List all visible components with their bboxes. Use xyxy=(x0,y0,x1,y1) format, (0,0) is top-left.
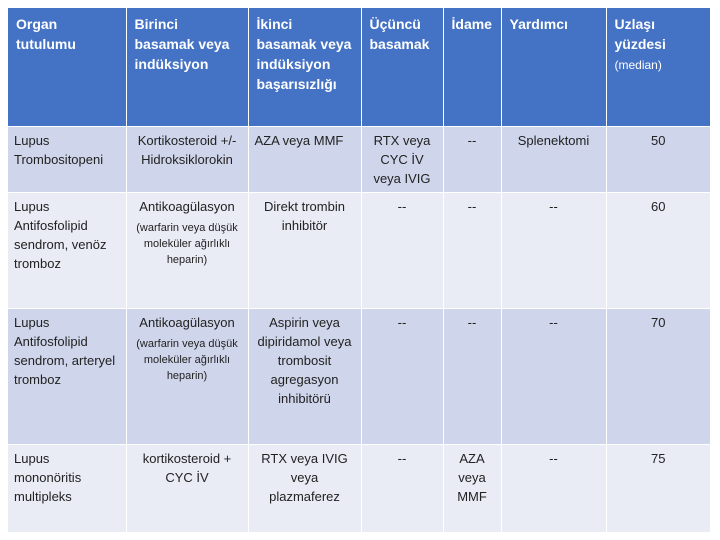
cell-organ: Lupus Antifosfolipid sendrom, venöz tromboz xyxy=(8,192,126,308)
cell-third-line: -- xyxy=(361,192,443,308)
header-organ: Organ tutulumu xyxy=(8,8,126,126)
cell-consensus: 50 xyxy=(606,126,710,192)
cell-maintenance: -- xyxy=(443,126,501,192)
table-row xyxy=(8,126,710,192)
cell-adjunct: Splenektomi xyxy=(501,126,606,192)
header-consensus-label: Uzlaşı yüzdesi xyxy=(614,16,666,52)
cell-second-line: Direkt trombin inhibitör xyxy=(248,192,361,308)
table-header xyxy=(8,8,710,126)
header-second-line: İkinci basamak veya indüksiyon başarısızlığı xyxy=(248,8,361,126)
cell-second-line: AZA veya MMF xyxy=(248,126,361,192)
first-line-note: (warfarin veya düşük moleküler ağırlıklı heparin) xyxy=(136,337,238,382)
cell-third-line: -- xyxy=(361,308,443,444)
cell-consensus: 70 xyxy=(606,308,710,444)
header-third-line: Üçüncü basamak xyxy=(361,8,443,126)
header-consensus xyxy=(606,8,710,126)
table-body xyxy=(8,126,710,532)
cell-first-line xyxy=(126,308,248,444)
cell-consensus: 60 xyxy=(606,192,710,308)
first-line-text: Kortikosteroid +/- Hidroksiklorokin xyxy=(137,132,237,167)
first-line-text: kortikosteroid + CYC İV xyxy=(142,450,232,485)
cell-first-line xyxy=(126,444,248,532)
header-maintenance: İdame xyxy=(443,8,501,126)
cell-adjunct: -- xyxy=(501,444,606,532)
treatment-table xyxy=(8,8,710,532)
cell-maintenance: -- xyxy=(443,192,501,308)
cell-first-line xyxy=(126,126,248,192)
header-row xyxy=(8,8,710,126)
cell-maintenance: AZA veya MMF xyxy=(443,444,501,532)
first-line-note: (warfarin veya düşük moleküler ağırlıklı heparin) xyxy=(136,221,238,266)
cell-adjunct: -- xyxy=(501,308,606,444)
treatment-table-container xyxy=(8,8,710,532)
cell-organ: Lupus Antifosfolipid sendrom, arteryel tromboz xyxy=(8,308,126,444)
cell-organ: Lupus Trombositopeni xyxy=(8,126,126,192)
cell-adjunct: -- xyxy=(501,192,606,308)
cell-first-line xyxy=(126,192,248,308)
header-consensus-sub: (median) xyxy=(614,58,662,72)
first-line-text: Antikoagülasyon xyxy=(139,198,235,214)
first-line-text: Antikoagülasyon xyxy=(139,314,235,330)
table-row xyxy=(8,192,710,308)
cell-second-line: Aspirin veya dipiridamol veya trombosit agregasyon inhibitörü xyxy=(248,308,361,444)
table-row xyxy=(8,444,710,532)
header-first-line: Birinci basamak veya indüksiyon xyxy=(126,8,248,126)
table-row xyxy=(8,308,710,444)
header-adjunct: Yardımcı xyxy=(501,8,606,126)
cell-third-line: -- xyxy=(361,444,443,532)
cell-consensus: 75 xyxy=(606,444,710,532)
cell-organ: Lupus mononöritis multipleks xyxy=(8,444,126,532)
cell-maintenance: -- xyxy=(443,308,501,444)
cell-third-line: RTX veya CYC İV veya IVIG xyxy=(361,126,443,192)
cell-second-line: RTX veya IVIG veya plazmaferez xyxy=(248,444,361,532)
